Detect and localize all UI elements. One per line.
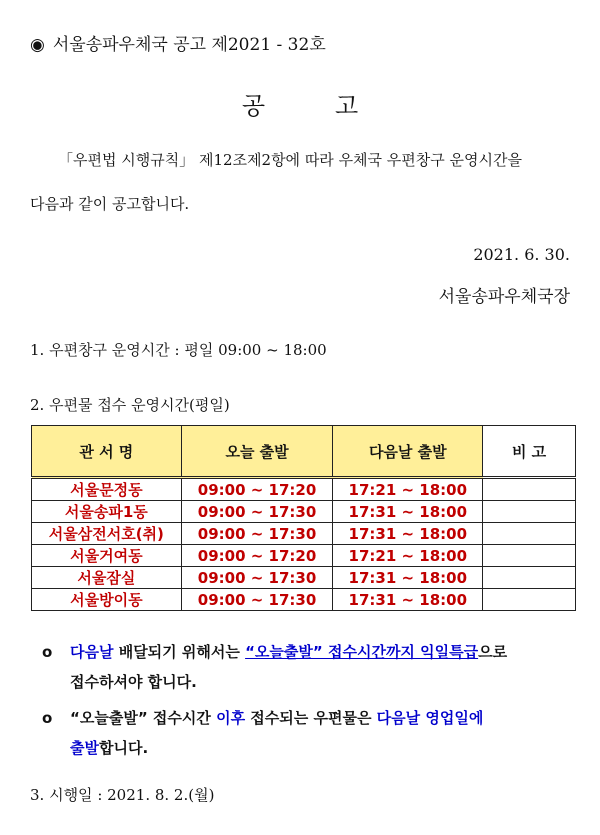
note-cell — [483, 501, 576, 523]
circle-bullet-icon: o — [42, 709, 53, 727]
note1-part3: “오늘출발” 접수시간까지 익일특급 — [245, 643, 479, 661]
note2-part2: 이후 — [216, 709, 246, 727]
note2-part3: 접수되는 우편물은 — [245, 709, 377, 727]
today-hours: 09:00 ~ 17:30 — [181, 501, 333, 523]
nextday-hours: 17:21 ~ 18:00 — [333, 545, 483, 567]
note-cell — [483, 567, 576, 589]
notice-number — [30, 30, 326, 55]
note1-part2: 배달되기 위해서는 — [113, 643, 246, 661]
header-nextday: 다음날 출발 — [333, 426, 483, 478]
note-cell — [483, 545, 576, 567]
body-line-1: 「우편법 시행규칙」 제12조제2항에 따라 우체국 우편창구 운영시간을 — [58, 151, 522, 169]
note2-part4: 다음날 영업일에 — [376, 709, 484, 727]
office-name: 서울삼전서호(취) — [32, 523, 182, 545]
header-note: 비 고 — [483, 426, 576, 478]
section-3: 3. 시행일 : 2021. 8. 2.(월) — [30, 786, 215, 804]
document-heading: 공고 — [241, 92, 429, 120]
section-2: 2. 우편물 접수 운영시간(평일) — [30, 396, 230, 414]
note1-part4: 으로 — [478, 643, 508, 661]
office-name: 서울잠실 — [32, 567, 182, 589]
nextday-hours: 17:31 ~ 18:00 — [333, 523, 483, 545]
today-hours: 09:00 ~ 17:30 — [181, 589, 333, 611]
note1-part5: 접수하셔야 합니다. — [70, 673, 197, 691]
today-hours: 09:00 ~ 17:20 — [181, 478, 333, 501]
note2-part6: 합니다. — [98, 739, 149, 757]
note-cell — [483, 523, 576, 545]
note2-part5: 출발 — [70, 739, 99, 757]
note2-part1: “오늘출발” 접수시간 — [70, 709, 217, 727]
table-row — [32, 589, 576, 611]
body-line-2: 다음과 같이 공고합니다. — [30, 195, 190, 213]
nextday-hours: 17:31 ~ 18:00 — [333, 567, 483, 589]
note1-part1: 다음날 — [70, 643, 114, 661]
nextday-hours: 17:21 ~ 18:00 — [333, 478, 483, 501]
table-row — [32, 478, 576, 501]
table-row — [32, 545, 576, 567]
header-today: 오늘 출발 — [181, 426, 333, 478]
notice-date: 2021. 6. 30. — [473, 245, 570, 264]
hours-table — [31, 425, 576, 611]
note-item-2 — [42, 703, 582, 763]
today-hours: 09:00 ~ 17:30 — [181, 523, 333, 545]
office-name: 서울문정동 — [32, 478, 182, 501]
office-name: 서울거여동 — [32, 545, 182, 567]
note-cell — [483, 589, 576, 611]
signer: 서울송파우체국장 — [438, 287, 570, 307]
today-hours: 09:00 ~ 17:30 — [181, 567, 333, 589]
table-header-row — [32, 426, 576, 478]
table-row — [32, 567, 576, 589]
notice-title: 서울송파우체국 공고 제2021 - 32호 — [52, 35, 326, 55]
office-name: 서울방이동 — [32, 589, 182, 611]
note-item-1 — [42, 637, 582, 697]
section-1: 1. 우편창구 운영시간 : 평일 09:00 ~ 18:00 — [30, 341, 327, 359]
table-row — [32, 501, 576, 523]
nextday-hours: 17:31 ~ 18:00 — [333, 501, 483, 523]
note-cell — [483, 478, 576, 501]
header-office: 관 서 명 — [32, 426, 182, 478]
nextday-hours: 17:31 ~ 18:00 — [333, 589, 483, 611]
today-hours: 09:00 ~ 17:20 — [181, 545, 333, 567]
office-name: 서울송파1동 — [32, 501, 182, 523]
circle-bullet-icon: ◉ — [30, 35, 45, 55]
table-row — [32, 523, 576, 545]
notes-list — [42, 637, 582, 769]
circle-bullet-icon: o — [42, 643, 53, 661]
